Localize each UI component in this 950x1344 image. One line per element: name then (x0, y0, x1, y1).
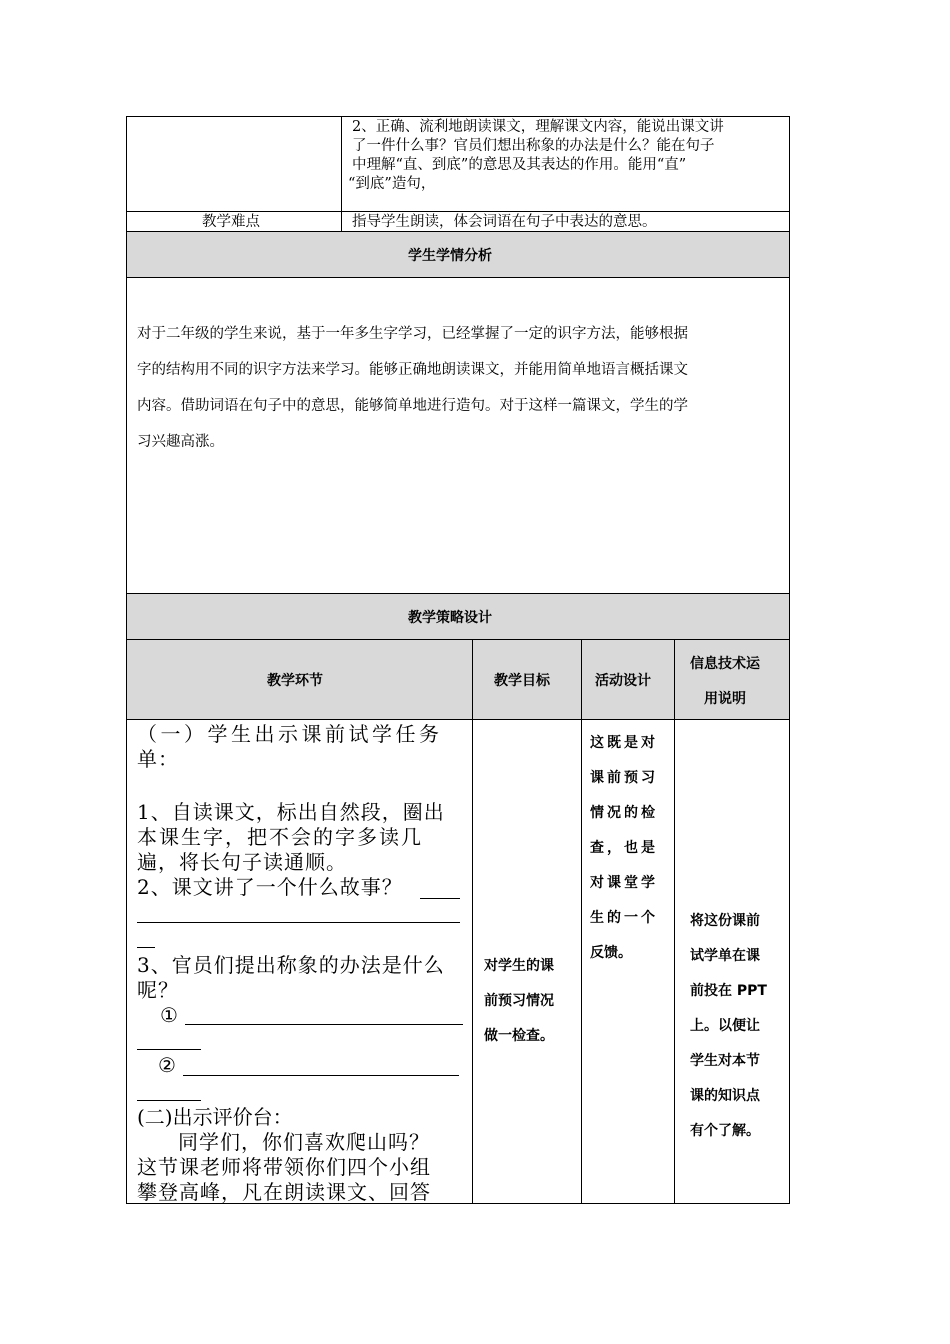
analysis-header: 学生学情分析 (408, 248, 492, 264)
tech-line: 前投在 PPT (690, 983, 767, 999)
analysis-line: 字的结构用不同的识字方法来学习。能够正确地朗读课文，并能用简单地语言概括课文 (137, 362, 688, 378)
goal-line: 做一检查。 (484, 1028, 554, 1044)
answer-blank-line (137, 947, 155, 948)
task-item-3: 呢？ (137, 978, 179, 1002)
activity-line: 查，也是 (590, 840, 658, 856)
task-item-3: 3、官员们提出称象的办法是什么 (137, 953, 445, 977)
activity-line: 这既是对 (590, 735, 658, 751)
task-item-1: 本课生字，把不会的字多读几 (137, 825, 423, 849)
analysis-line: 习兴趣高涨。 (137, 434, 224, 450)
analysis-line: 内容。借助词语在句子中的意思，能够简单地进行造句。对于这样一篇课文，学生的学 (137, 398, 688, 414)
objective-line: 2、正确、流利地朗读课文，理解课文内容，能说出课文讲 (352, 119, 724, 135)
answer-blank-line (183, 1075, 459, 1076)
tech-line: 上。以便让 (690, 1018, 760, 1034)
answer-blank-line (137, 922, 460, 923)
activity-line: 对课堂学 (590, 875, 658, 891)
objective-line: 中理解“直、到底”的意思及其表达的作用。能用“直” (352, 157, 687, 173)
task-item-1: 遍，将长句子读通顺。 (137, 850, 347, 874)
goal-line: 前预习情况 (484, 993, 554, 1009)
activity-line: 生的一个 (590, 910, 658, 926)
blank-marker-2: ② (158, 1053, 177, 1077)
blank-marker-1: ① (160, 1003, 179, 1027)
tech-line: 将这份课前 (690, 913, 760, 929)
tech-line: 试学单在课 (690, 948, 760, 964)
goal-line: 对学生的课 (484, 958, 554, 974)
answer-blank-line (185, 1024, 463, 1025)
analysis-line: 对于二年级的学生来说，基于一年多生字学习，已经掌握了一定的识字方法，能够根据 (137, 326, 688, 342)
activity-line: 情况的检 (590, 805, 658, 821)
difficulty-content: 指导学生朗读，体会词语在句子中表达的意思。 (352, 214, 657, 230)
task-title-cont: 单： (137, 747, 179, 771)
column-header-goal: 教学目标 (494, 673, 550, 689)
answer-blank-line (137, 1049, 201, 1050)
column-header-activity: 活动设计 (595, 673, 651, 689)
eval-line: 同学们，你们喜欢爬山吗？ (178, 1130, 430, 1154)
objective-line: “到底”造句， (348, 176, 436, 192)
column-header-tech-line1: 信息技术运 (690, 656, 760, 672)
column-header-tech-line2: 用说明 (704, 691, 746, 707)
task-item-1: 1、自读课文，标出自然段，圈出 (137, 800, 445, 824)
activity-line: 反馈。 (590, 945, 632, 961)
eval-title: (二)出示评价台： (137, 1105, 293, 1129)
tech-line: 课的知识点 (690, 1088, 760, 1104)
task-title: （一）学生出示课前试学任务 (137, 722, 443, 746)
eval-line: 攀登高峰，凡在朗读课文、回答 (137, 1180, 431, 1204)
answer-blank-line (420, 898, 460, 899)
columns-header-band (127, 639, 789, 719)
tech-line: 有个了解。 (690, 1123, 760, 1139)
difficulty-label: 教学难点 (202, 214, 260, 230)
objective-line: 了一件什么事？官员们想出称象的办法是什么？能在句子 (352, 138, 715, 154)
answer-blank-line (137, 1100, 201, 1101)
activity-line: 课前预习 (590, 770, 658, 786)
task-item-2: 2、课文讲了一个什么故事？ (137, 875, 403, 899)
column-header-stage: 教学环节 (267, 673, 323, 689)
strategy-header: 教学策略设计 (408, 610, 492, 626)
eval-line: 这节课老师将带领你们四个小组 (137, 1155, 431, 1179)
tech-line: 学生对本节 (690, 1053, 760, 1069)
